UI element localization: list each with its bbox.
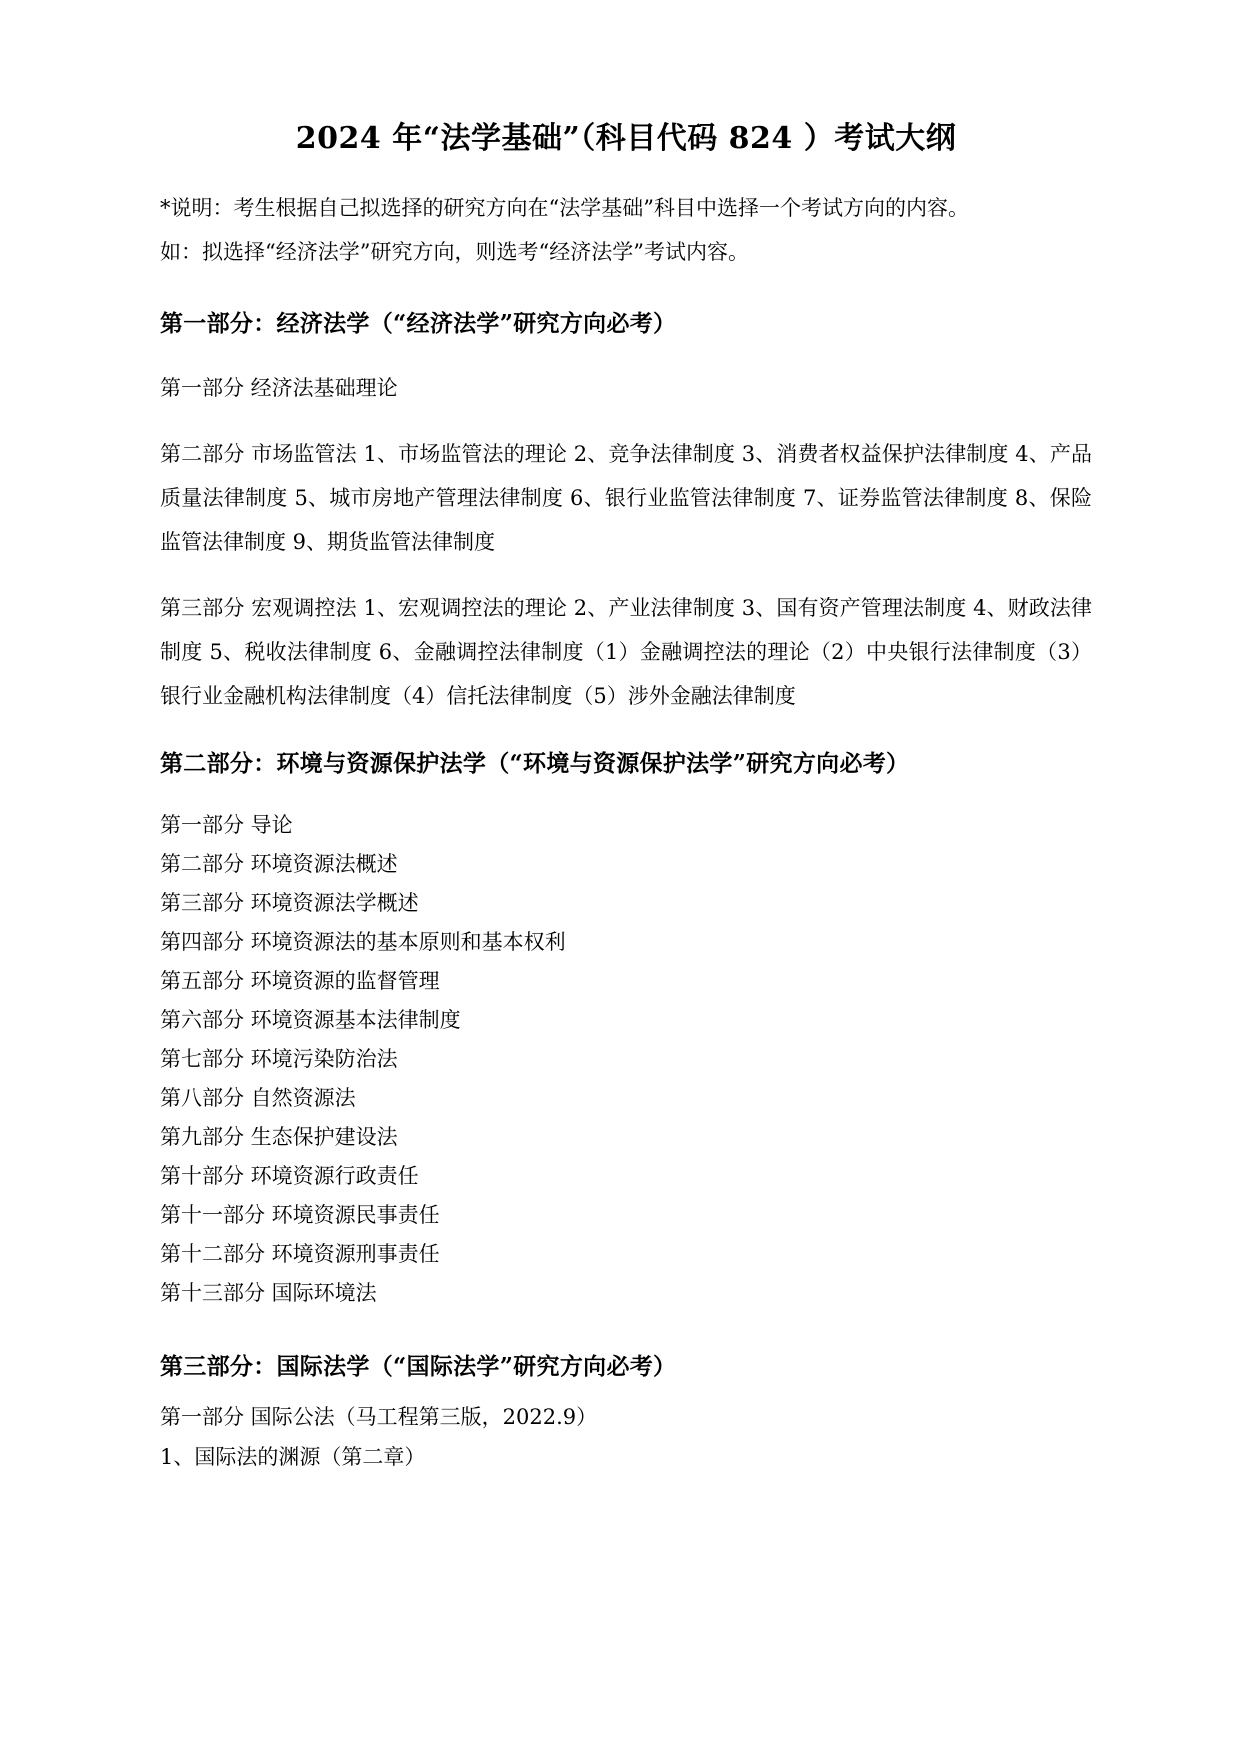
section-1-paragraph-2: 第二部分 市场监管法 1、市场监管法的理论 2、竞争法律制度 3、消费者权益保护法律制度 4、产品质量法律制度 5、城市房地产管理法律制度 6、银行业监管法律制度 7、证券监管法律制度 8、保险监管法律制度 9、期货监管法律制度 bbox=[160, 442, 1092, 554]
note-line-2: 如：拟选择“经济法学”研究方向，则选考“经济法学”考试内容。 bbox=[160, 240, 749, 264]
list-item: 第六部分 环境资源基本法律制度 bbox=[160, 1008, 461, 1032]
list-item: 第一部分 导论 bbox=[160, 813, 293, 837]
note-paragraph bbox=[160, 186, 1092, 274]
section-2-list bbox=[160, 806, 1092, 1313]
list-item: 第三部分 环境资源法学概述 bbox=[160, 891, 419, 915]
section-3-list bbox=[160, 1397, 1092, 1477]
note-line-1: *说明：考生根据自己拟选择的研究方向在“法学基础”科目中选择一个考试方向的内容。 bbox=[160, 196, 969, 220]
list-item: 1、国际法的渊源（第二章） bbox=[160, 1445, 426, 1469]
list-item: 第七部分 环境污染防治法 bbox=[160, 1047, 398, 1071]
list-item: 第十三部分 国际环境法 bbox=[160, 1281, 377, 1305]
list-item: 第五部分 环境资源的监督管理 bbox=[160, 969, 440, 993]
list-item: 第十二部分 环境资源刑事责任 bbox=[160, 1242, 440, 1266]
list-item: 第八部分 自然资源法 bbox=[160, 1086, 356, 1110]
section-1-paragraph-3: 第三部分 宏观调控法 1、宏观调控法的理论 2、产业法律制度 3、国有资产管理法制度 4、财政法律制度 5、税收法律制度 6、金融调控法律制度（1）金融调控法的理论（2）中央银行法律制度（3）银行业金融机构法律制度（4）信托法律制度（5）涉外金融法律制度 bbox=[160, 596, 1092, 708]
list-item: 第十一部分 环境资源民事责任 bbox=[160, 1203, 440, 1227]
section-2-heading: 第二部分：环境与资源保护法学（“环境与资源保护法学”研究方向必考） bbox=[160, 750, 910, 777]
list-item: 第九部分 生态保护建设法 bbox=[160, 1125, 398, 1149]
list-item: 第二部分 环境资源法概述 bbox=[160, 852, 398, 876]
list-item: 第四部分 环境资源法的基本原则和基本权利 bbox=[160, 930, 566, 954]
list-item: 第一部分 国际公法（马工程第三版，2022.9） bbox=[160, 1405, 598, 1429]
page-title: 2024 年“法学基础”（科目代码 824 ）考试大纲 bbox=[295, 121, 957, 156]
section-1-paragraph-1: 第一部分 经济法基础理论 bbox=[160, 376, 398, 400]
list-item: 第十部分 环境资源行政责任 bbox=[160, 1164, 419, 1188]
section-3-heading: 第三部分：国际法学（“国际法学”研究方向必考） bbox=[160, 1353, 677, 1380]
section-1-heading: 第一部分：经济法学（“经济法学”研究方向必考） bbox=[160, 310, 677, 337]
